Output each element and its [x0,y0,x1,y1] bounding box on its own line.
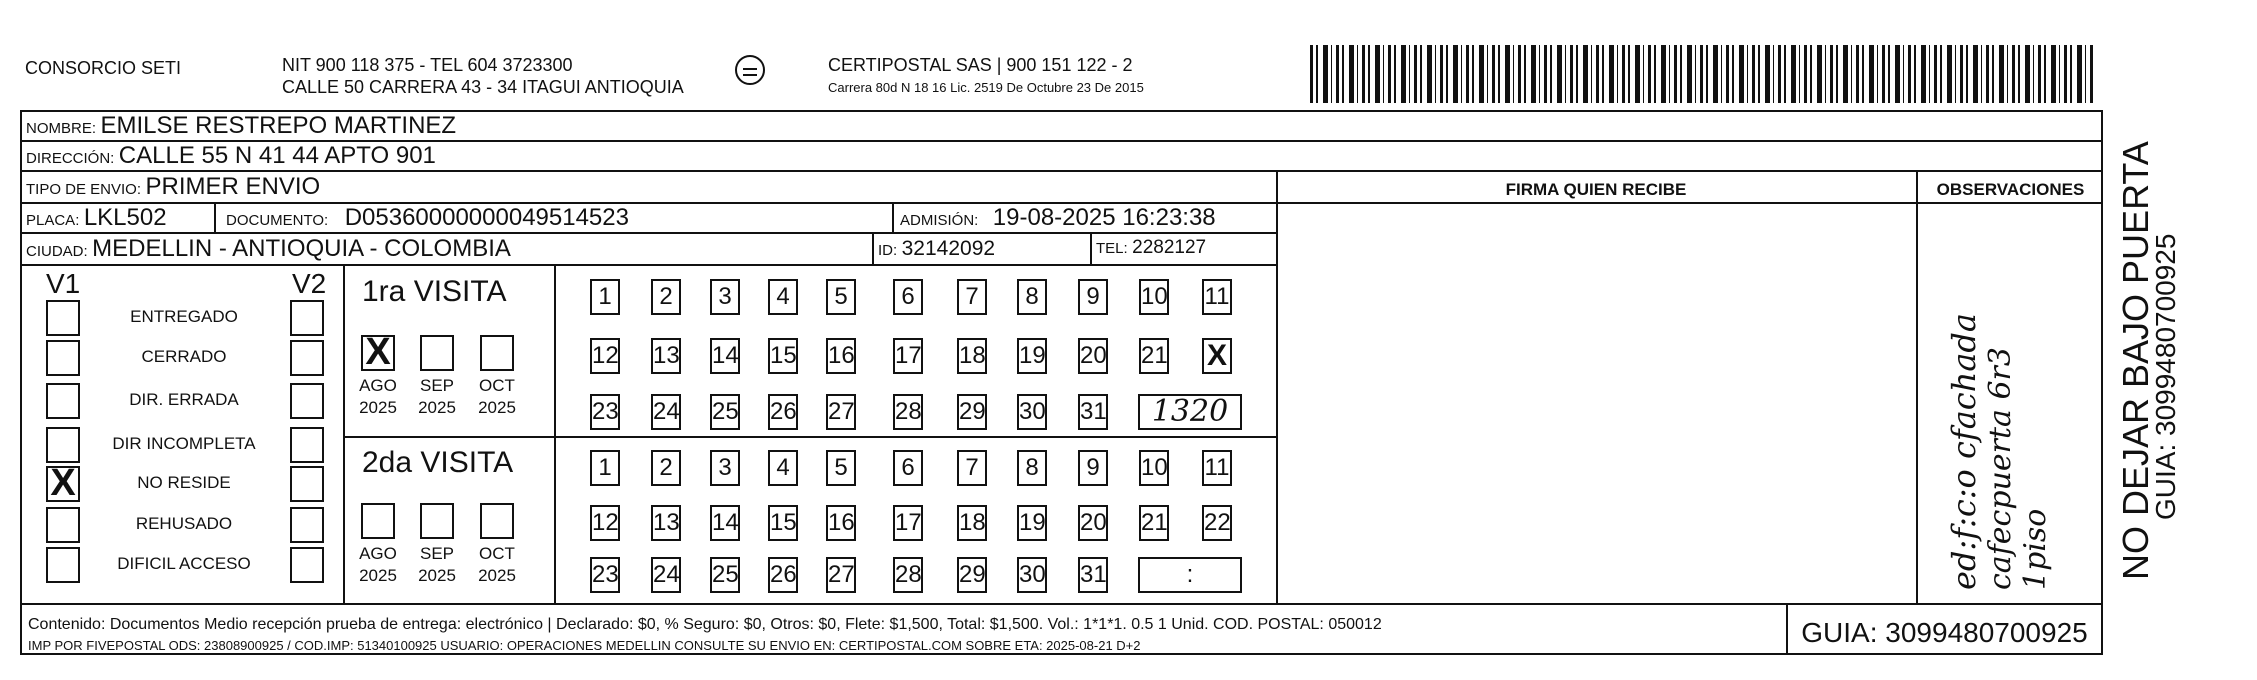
obs-line-1: ed:f:c:o cfachada [1945,313,1983,590]
v1-checkbox[interactable] [46,507,80,543]
ciudad-cell [26,235,511,263]
v2-checkbox[interactable] [290,466,324,502]
month-checkbox[interactable] [420,503,454,539]
v1-checkbox[interactable]: X [46,466,80,502]
day-box[interactable]: 26 [768,394,798,430]
v1-checkbox[interactable] [46,427,80,463]
day-box[interactable]: 12 [590,505,620,541]
nombre-label: NOMBRE: [26,120,97,137]
footer-contenido: Contenido: Documentos Medio recepción prueba de entrega: electrónico | Declarado: $0, % Seguro: $0, Otros: $0, Flete: $1,500, Total: $1,500. Vol.: 1*1*1. 0.5 1 Unid. COD. POSTAL: 050012 [28,616,1382,633]
day-box[interactable]: 1 [590,450,620,486]
footer-imp: IMP POR FIVEPOSTAL ODS: 23808900925 / COD.IMP: 51340100925 USUARIO: OPERACIONES MEDELLIN CONSULTE SU ENVIO EN: CERTIPOSTAL.COM SOBRE ETA: 2025-08-21 D+2 [28,638,1141,653]
documento-value: D05360000000049514523 [344,204,629,231]
tel-label: TEL: [1096,240,1128,257]
day-box[interactable]: 28 [893,394,923,430]
day-box[interactable]: 15 [768,505,798,541]
day-box[interactable]: 5 [826,279,856,315]
id-value: 32142092 [901,237,996,260]
day-box[interactable]: 30 [1017,394,1047,430]
firma-label: FIRMA QUIEN RECIBE [1505,180,1687,199]
observaciones-label: OBSERVACIONES [1936,180,2085,199]
day-box[interactable]: 18 [957,505,987,541]
day-box[interactable]: 2 [651,279,681,315]
month-name: SEP [419,544,455,563]
time-field[interactable]: 1320 [1138,394,1242,430]
documento-cell [226,204,629,232]
tel-cell [1096,237,1206,259]
obs-line-2: cafecpuerta 6r3 [1983,347,2018,590]
ciudad-label: CIUDAD: [26,243,88,260]
month-label [353,543,403,587]
month-label [472,375,522,419]
month-name: OCT [479,376,515,395]
month-name: SEP [419,376,455,395]
day-box[interactable]: 25 [710,557,740,593]
day-box[interactable]: 15 [768,338,798,374]
day-box[interactable]: 20 [1078,338,1108,374]
certipostal-name: CERTIPOSTAL SAS | 900 151 122 - 2 [828,55,1133,75]
month-name: AGO [359,376,397,395]
month-checkbox[interactable] [420,335,454,371]
day-box[interactable]: 28 [893,557,923,593]
month-label [353,375,403,419]
day-box[interactable]: 22 [1202,505,1232,541]
v2-checkbox[interactable] [290,427,324,463]
day-box[interactable]: 3 [710,279,740,315]
second-visit-title: 2da VISITA [362,446,514,479]
day-box[interactable]: 7 [957,279,987,315]
day-box[interactable]: X [1202,338,1232,374]
status-label: DIFICIL ACCESO [117,554,251,573]
tipo-value: PRIMER ENVIO [145,173,321,200]
month-year: 2025 [418,398,456,417]
day-box[interactable]: 12 [590,338,620,374]
day-box[interactable]: 27 [826,557,856,593]
month-label [412,375,462,419]
day-box[interactable]: 26 [768,557,798,593]
day-box[interactable]: 8 [1017,279,1047,315]
month-name: AGO [359,544,397,563]
time-field[interactable]: : [1138,557,1242,593]
placa-cell [26,204,167,232]
day-box[interactable]: 21 [1139,505,1169,541]
month-name: OCT [479,544,515,563]
v2-label: V2 [292,268,327,299]
status-label: REHUSADO [135,514,233,533]
v1-checkbox[interactable] [46,547,80,583]
status-label: DIR. ERRADA [129,390,239,409]
id-label: ID: [878,242,898,259]
day-box[interactable]: 24 [651,394,681,430]
day-box[interactable]: 31 [1078,557,1108,593]
day-box[interactable]: 23 [590,557,620,593]
day-box[interactable]: 31 [1078,394,1108,430]
observaciones-handwritten [1945,190,2053,590]
first-visit-title: 1ra VISITA [362,275,507,308]
v2-checkbox[interactable] [290,547,324,583]
v2-checkbox[interactable] [290,340,324,376]
month-checkbox[interactable] [361,503,395,539]
day-box[interactable]: 1 [590,279,620,315]
day-box[interactable]: 19 [1017,505,1047,541]
signature-area[interactable] [1276,202,1916,603]
day-box[interactable]: 3 [710,450,740,486]
ciudad-value: MEDELLIN - ANTIOQUIA - COLOMBIA [92,235,511,262]
direccion-label: DIRECCIÓN: [26,150,115,167]
day-box[interactable]: 30 [1017,557,1047,593]
tel-value: 2282127 [1132,237,1207,258]
certipostal-address: Carrera 80d N 18 16 Lic. 2519 De Octubre 23 De 2015 [828,80,1144,95]
certipostal-logo-icon [735,55,765,85]
day-box[interactable]: 20 [1078,505,1108,541]
nombre-row [26,112,456,140]
day-box[interactable]: 17 [893,505,923,541]
nombre-value: EMILSE RESTREPO MARTINEZ [100,112,457,139]
day-box[interactable]: 10 [1139,279,1169,315]
status-label: ENTREGADO [130,307,238,326]
v1-checkbox[interactable] [46,340,80,376]
month-year: 2025 [478,398,516,417]
day-box[interactable]: 7 [957,450,987,486]
v1-label: V1 [46,268,81,299]
tipo-row [26,173,320,201]
status-label: DIR INCOMPLETA [112,434,256,453]
day-box[interactable]: 27 [826,394,856,430]
day-box[interactable]: 9 [1078,279,1108,315]
day-box[interactable]: 4 [768,279,798,315]
day-box[interactable]: 19 [1017,338,1047,374]
address-line: CALLE 50 CARRERA 43 - 34 ITAGUI ANTIOQUIA [282,77,684,97]
day-box[interactable]: 9 [1078,450,1108,486]
day-box[interactable]: 11 [1202,450,1232,486]
v1-checkbox[interactable] [46,383,80,419]
day-box[interactable]: 4 [768,450,798,486]
day-box[interactable]: 13 [651,338,681,374]
day-box[interactable]: 6 [893,279,923,315]
day-box[interactable]: 6 [893,450,923,486]
day-box[interactable]: 5 [826,450,856,486]
month-year: 2025 [418,566,456,585]
placa-value: LKL502 [83,204,167,231]
v2-checkbox[interactable] [290,383,324,419]
month-year: 2025 [359,398,397,417]
v1-checkbox[interactable] [46,300,80,336]
nit-line: NIT 900 118 375 - TEL 604 3723300 [282,55,573,75]
month-checkbox[interactable] [480,503,514,539]
day-box[interactable]: 17 [893,338,923,374]
v2-checkbox[interactable] [290,507,324,543]
month-checkbox[interactable] [480,335,514,371]
admision-cell [900,204,1216,232]
admision-label: ADMISIÓN: [900,212,979,229]
id-cell [878,237,995,261]
admision-value: 19-08-2025 16:23:38 [992,204,1216,231]
day-box[interactable]: 14 [710,505,740,541]
day-box[interactable]: 10 [1139,450,1169,486]
day-box[interactable]: 8 [1017,450,1047,486]
month-year: 2025 [359,566,397,585]
day-box[interactable]: 29 [957,557,987,593]
barcode [1310,45,2095,103]
day-box[interactable]: 25 [710,394,740,430]
footer-guia: GUIA: 3099480700925 [1801,617,2088,648]
company-name: CONSORCIO SETI [25,58,182,78]
day-box[interactable]: 18 [957,338,987,374]
month-label [472,543,522,587]
day-box[interactable]: 23 [590,394,620,430]
day-box[interactable]: 11 [1202,279,1232,315]
direccion-row [26,142,436,170]
month-checkbox[interactable]: X [361,335,395,371]
day-box[interactable]: 14 [710,338,740,374]
month-year: 2025 [478,566,516,585]
direccion-value: CALLE 55 N 41 44 APTO 901 [118,142,436,169]
side-guia: GUIA: 3099480700925 [2150,233,2181,520]
tipo-label: TIPO DE ENVIO: [26,181,142,198]
day-box[interactable]: 16 [826,505,856,541]
month-label [412,543,462,587]
status-label: NO RESIDE [137,473,231,492]
obs-line-3: 1piso [2018,508,2053,590]
documento-label: DOCUMENTO: [226,212,329,229]
side-warning: NO DEJAR BAJO PUERTA [2115,141,2156,580]
day-box[interactable]: 16 [826,338,856,374]
day-box[interactable]: 21 [1139,338,1169,374]
day-box[interactable]: 24 [651,557,681,593]
day-box[interactable]: 29 [957,394,987,430]
placa-label: PLACA: [26,212,80,229]
v2-checkbox[interactable] [290,300,324,336]
status-label: CERRADO [141,347,227,366]
day-box[interactable]: 13 [651,505,681,541]
day-box[interactable]: 2 [651,450,681,486]
